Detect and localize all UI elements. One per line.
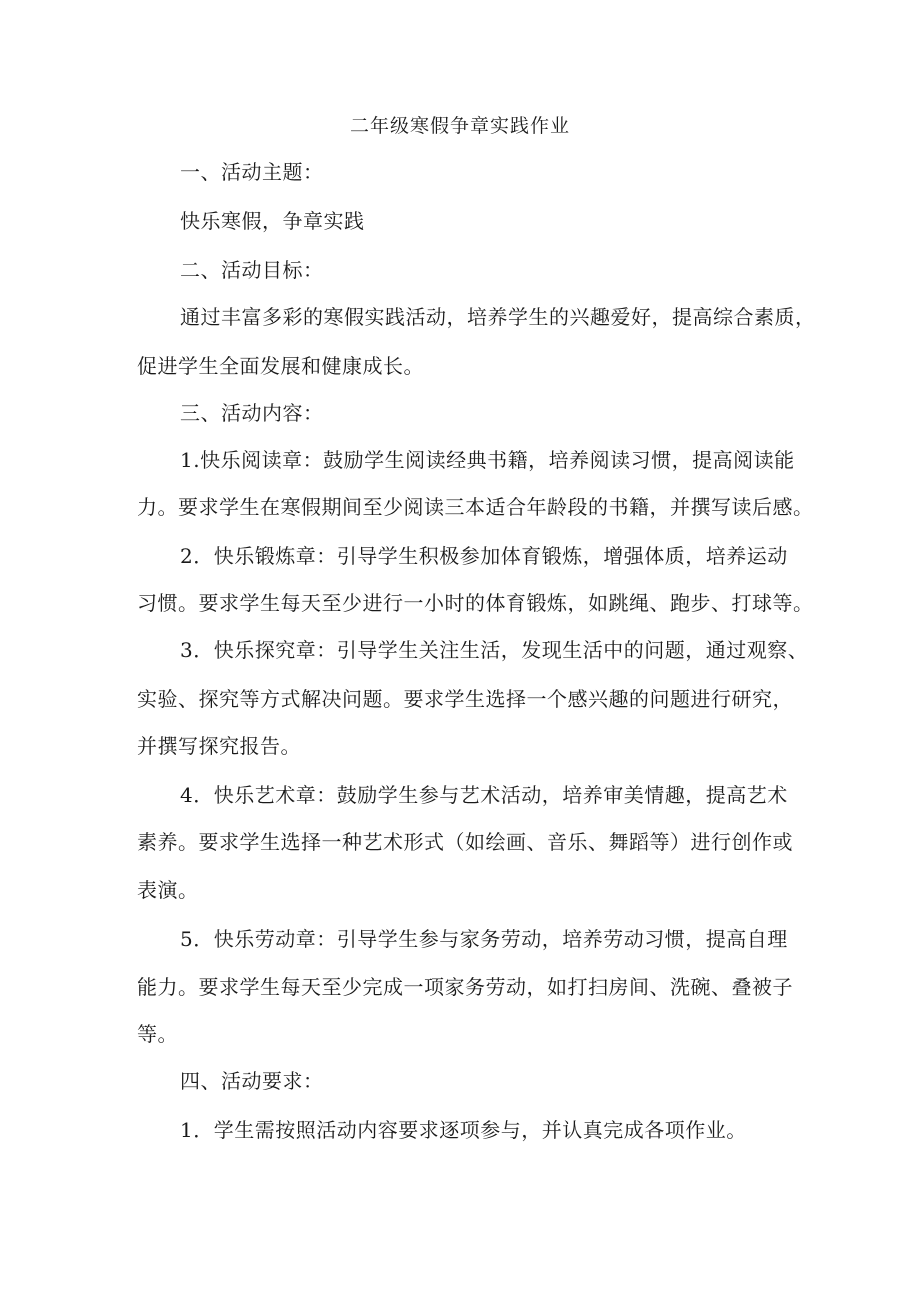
paragraph-line: 4．快乐艺术章：鼓励学生参与艺术活动，培养审美情趣，提高艺术: [180, 783, 788, 807]
paragraph-line: 5．快乐劳动章：引导学生参与家务劳动，培养劳动习惯，提高自理: [180, 927, 788, 951]
paragraph-line: 能力。要求学生每天至少完成一项家务劳动，如打扫房间、洗碗、叠被子: [137, 975, 793, 999]
section-heading-content: 三、活动内容：: [180, 401, 324, 425]
paragraph-line: 快乐寒假，争章实践: [180, 209, 365, 233]
paragraph-line: 促进学生全面发展和健康成长。: [137, 354, 424, 378]
paragraph-line: 2．快乐锻炼章：引导学生积极参加体育锻炼，增强体质，培养运动: [180, 544, 788, 568]
paragraph-line: 实验、探究等方式解决问题。要求学生选择一个感兴趣的问题进行研究，: [137, 687, 793, 711]
document-title: 二年级寒假争章实践作业: [349, 115, 570, 137]
paragraph-line: 力。要求学生在寒假期间至少阅读三本适合年龄段的书籍，并撰写读后感。: [137, 495, 814, 519]
paragraph-line: 素养。要求学生选择一种艺术形式（如绘画、音乐、舞蹈等）进行创作或: [137, 830, 793, 854]
paragraph-line: 并撰写探究报告。: [137, 734, 301, 758]
paragraph-line: 3．快乐探究章：引导学生关注生活，发现生活中的问题，通过观察、: [180, 638, 809, 662]
paragraph-line: 习惯。要求学生每天至少进行一小时的体育锻炼，如跳绳、跑步、打球等。: [137, 591, 814, 615]
paragraph-line: 1．学生需按照活动内容要求逐项参与，并认真完成各项作业。: [180, 1118, 747, 1142]
paragraph-line: 通过丰富多彩的寒假实践活动，培养学生的兴趣爱好，提高综合素质，: [180, 305, 816, 329]
section-heading-requirements: 四、活动要求：: [180, 1069, 324, 1093]
section-heading-goal: 二、活动目标：: [180, 258, 324, 282]
paragraph-line: 1.快乐阅读章：鼓励学生阅读经典书籍，培养阅读习惯，提高阅读能: [180, 448, 795, 472]
paragraph-line: 等。: [137, 1022, 178, 1046]
section-heading-theme: 一、活动主题：: [180, 160, 324, 184]
paragraph-line: 表演。: [137, 878, 199, 902]
